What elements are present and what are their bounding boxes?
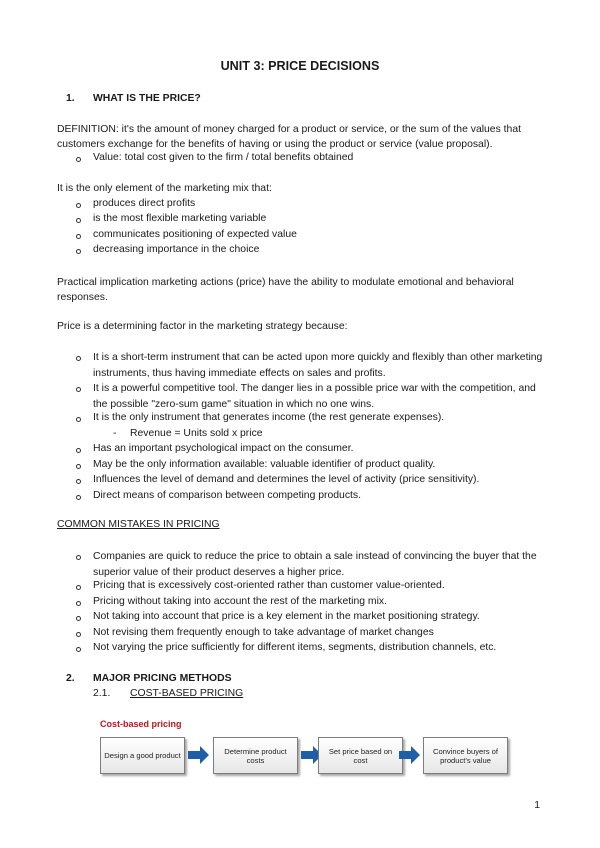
bullet-circle-icon (76, 249, 81, 254)
list-item: It is a powerful competitive tool. The danger lies in a possible price war with the competition, and the possible "zero-sum game" situation in which no one wins. (93, 383, 536, 410)
section-1-title: WHAT IS THE PRICE? (93, 93, 201, 104)
subsection-number: 2.1. (93, 688, 111, 699)
bullet-circle-icon (76, 616, 81, 621)
list-item: Not varying the price sufficiently for different items, segments, distribution channels, etc. (93, 642, 497, 653)
section-2-number: 2. (66, 673, 75, 684)
list-item: Not taking into account that price is a key element in the market positioning strategy. (93, 611, 480, 622)
practical-paragraph: Practical implication marketing actions (price) have the ability to modulate emotional and behavioral responses. (57, 277, 514, 303)
sub-item-dash: - (113, 428, 117, 439)
cost-based-pricing-diagram (96, 718, 516, 780)
bullet-circle-icon (76, 585, 81, 590)
subsection-title: COST-BASED PRICING (130, 688, 244, 699)
definition-paragraph: DEFINITION: it's the amount of money charged for a product or service, or the sum of the values that customers exchange for the benefits of having or using the product or service (value proposal). (57, 124, 521, 150)
list-item: May be the only information available: valuable identifier of product quality. (93, 459, 436, 470)
bullet-circle-icon (76, 157, 81, 162)
list-item: It is a short-term instrument that can be acted upon more quickly and flexibly than other marketing instruments, thus having immediate effects on sales and profits. (93, 352, 543, 379)
diagram-box-design: Design a good product (100, 737, 185, 774)
diagram-box-convince: Convince buyers of product's value (423, 737, 508, 774)
bullet-circle-icon (76, 448, 81, 453)
bullet-circle-icon (76, 647, 81, 652)
list-item: Pricing without taking into account the rest of the marketing mix. (93, 596, 387, 607)
bullet-circle-icon (76, 495, 81, 500)
section-1-number: 1. (66, 93, 75, 104)
list-item: Direct means of comparison between competing products. (93, 490, 361, 501)
bullet-circle-icon (76, 203, 81, 208)
bullet-circle-icon (76, 356, 81, 361)
bullet-circle-icon (76, 464, 81, 469)
list-item: It is the only instrument that generates income (the rest generate expenses). (93, 412, 445, 423)
list-item: communicates positioning of expected value (93, 229, 297, 240)
only-element-intro: It is the only element of the marketing mix that: (57, 183, 272, 194)
bullet-circle-icon (76, 387, 81, 392)
diagram-box-set-price: Set price based on cost (318, 737, 403, 774)
page-title: UNIT 3: PRICE DECISIONS (220, 59, 380, 73)
bullet-circle-icon (76, 218, 81, 223)
arrow-right-icon (399, 745, 421, 765)
bullet-circle-icon (76, 417, 81, 422)
definition-bullet: Value: total cost given to the firm / total benefits obtained (93, 152, 354, 163)
sub-item: Revenue = Units sold x price (130, 428, 263, 439)
mistakes-heading: COMMON MISTAKES IN PRICING (57, 519, 220, 530)
list-item: Has an important psychological impact on the consumer. (93, 443, 354, 454)
list-item: Pricing that is excessively cost-oriented rather than customer value-oriented. (93, 580, 445, 591)
list-item: Companies are quick to reduce the price to obtain a sale instead of convincing the buyer that the superior value of their product deserves a higher price. (93, 551, 537, 578)
list-item: decreasing importance in the choice (93, 244, 260, 255)
list-item: Influences the level of demand and determines the level of activity (price sensitivity). (93, 474, 480, 485)
list-item: produces direct profits (93, 198, 196, 209)
list-item: is the most flexible marketing variable (93, 213, 267, 224)
determining-intro: Price is a determining factor in the marketing strategy because: (57, 321, 348, 332)
section-2-title: MAJOR PRICING METHODS (93, 673, 232, 684)
bullet-circle-icon (76, 601, 81, 606)
bullet-circle-icon (76, 632, 81, 637)
bullet-circle-icon (76, 479, 81, 484)
list-item: Not revising them frequently enough to take advantage of market changes (93, 627, 434, 638)
diagram-title: Cost-based pricing (100, 719, 182, 729)
diagram-box-costs: Determine product costs (213, 737, 298, 774)
arrow-right-icon (188, 745, 210, 765)
bullet-circle-icon (76, 234, 81, 239)
page-number: 1 (534, 800, 540, 811)
bullet-circle-icon (76, 555, 81, 560)
